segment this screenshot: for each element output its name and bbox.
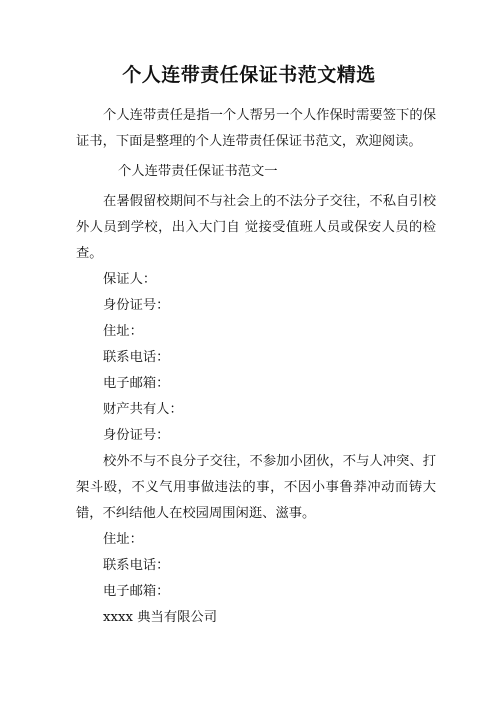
field-property-co-owner: 财产共有人： <box>103 402 183 417</box>
company-name: xxxx 典当有限公司 <box>103 610 218 625</box>
field-list-2 <box>76 527 436 631</box>
field-list-1 <box>76 267 436 449</box>
field-id-number: 身份证号： <box>103 298 170 313</box>
field-phone-2: 联系电话： <box>103 558 170 573</box>
section-heading: 个人连带责任保证书范文一 <box>118 164 278 179</box>
body-paragraph-1: 在暑假留校期间不与社会上的不法分子交往，不私自引校外人员到学校，出入大门自 觉接受值班人员或保安人员的检查。 <box>76 194 436 261</box>
field-phone: 联系电话： <box>103 350 170 365</box>
field-address-2: 住址： <box>103 532 143 547</box>
field-email: 电子邮箱： <box>103 376 170 391</box>
field-address: 住址： <box>103 324 143 339</box>
field-co-owner-id-number: 身份证号： <box>103 428 170 443</box>
field-email-2: 电子邮箱： <box>103 584 170 599</box>
field-guarantor: 保证人： <box>103 272 157 287</box>
body-paragraph-2: 校外不与不良分子交往，不参加小团伙，不与人冲突、打架斗殴，不义气用事做违法的事，不因小事鲁莽冲动而铸大错，不纠结他人在校园周围闲逛、滋事。 <box>76 454 436 521</box>
document-title: 个人连带责任保证书范文精选 <box>122 64 376 86</box>
intro-paragraph: 个人连带责任是指一个人帮另一个人作保时需要签下的保证书，下面是整理的个人连带责任保证书范文，欢迎阅读。 <box>76 108 436 149</box>
